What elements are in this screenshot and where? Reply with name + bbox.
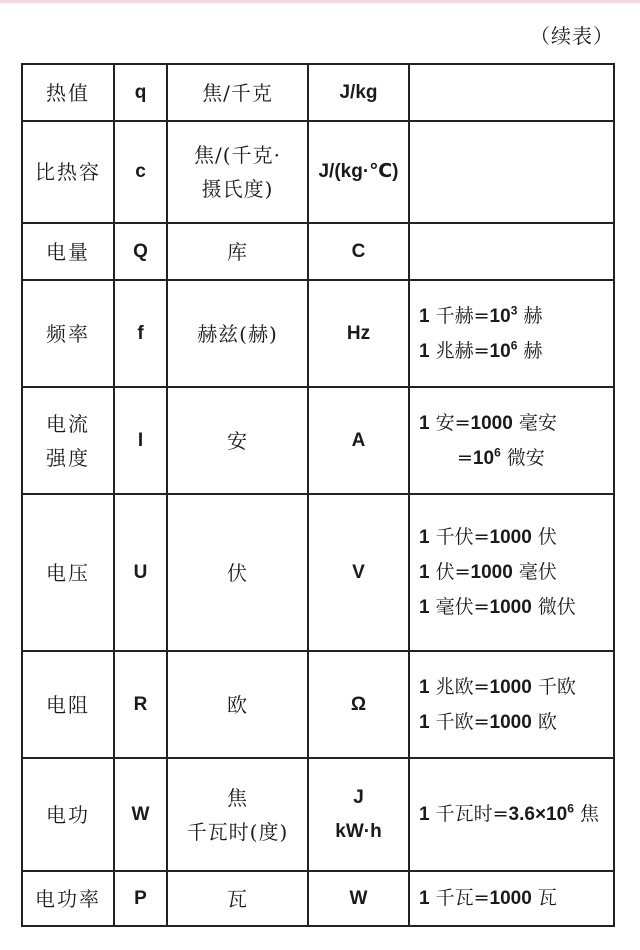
conversion-number: 10 [489,340,511,362]
conversion-prefix: 1 [419,676,430,698]
quantity-name [22,387,114,494]
unit-chinese-name [167,494,308,651]
conversion-number: 1000 [489,888,532,909]
unit-symbol [308,223,409,280]
conversion-prefix: 1 [419,888,430,909]
conversion-number: 1000 [489,527,532,548]
unit-chinese-name-line: 焦 [227,785,248,810]
table-row [22,494,614,651]
conversion-number: 1000 [489,711,532,733]
unit-chinese-name [167,387,308,494]
conversion-prefix: 1 [419,305,430,327]
unit-symbol-line: J/(kg·℃) [318,161,399,182]
conversion-prefix: 1 [419,527,430,548]
unit-chinese-name [167,651,308,758]
conversion-exponent: 3 [510,303,518,318]
conversion-text: 千瓦时= [435,803,509,825]
conversion-number: 1000 [489,676,532,698]
conversion-unit: 瓦 [537,887,557,909]
conversion-prefix: 1 [419,597,430,618]
conversion-notes [409,758,614,871]
conversion-line [419,406,613,441]
conversion-text: 毫伏= [435,596,490,618]
unit-chinese-name-line: 欧 [227,692,248,717]
conversion-prefix: 1 [419,412,430,434]
quantity-symbol: W [114,758,167,871]
table-row [22,64,614,121]
unit-symbol [308,871,409,926]
table-row [22,651,614,758]
conversion-number: 1000 [470,412,513,434]
conversion-number: 3.6×10 [508,804,568,825]
quantity-symbol: q [114,64,167,121]
quantity-symbol: R [114,651,167,758]
conversion-notes [409,651,614,758]
conversion-notes [409,871,614,926]
conversion-unit: 微安 [506,446,545,469]
quantity-name-line: 频率 [46,321,90,346]
quantity-name-line: 比热容 [35,160,101,184]
quantity-name [22,223,114,280]
conversion-text: 千欧= [435,710,490,733]
conversion-line [419,520,613,555]
conversion-line [419,441,613,476]
unit-symbol [308,280,409,387]
conversion-text: 伏= [435,561,471,583]
unit-chinese-name [167,121,308,223]
conversion-unit: 欧 [537,710,557,733]
unit-chinese-name-line: 赫兹(赫) [197,321,278,346]
conversion-unit: 微伏 [537,596,576,618]
quantity-name-line: 电量 [46,239,90,264]
quantity-symbol: P [114,871,167,926]
quantity-name-line: 电功 [46,802,90,827]
conversion-unit: 伏 [537,526,557,548]
unit-symbol-line: W [349,887,368,909]
unit-symbol-line: Hz [346,322,371,344]
quantity-name [22,651,114,758]
conversion-text: 千赫= [435,304,490,327]
continued-label: （续表） [530,24,614,48]
conversion-exponent: 6 [494,445,501,460]
unit-symbol-line: Ω [350,693,367,715]
conversion-notes [409,64,614,121]
unit-chinese-name-line: 焦/(千克· [194,143,281,167]
conversion-unit: 千欧 [537,675,576,698]
unit-chinese-name-line: 焦/千克 [202,80,273,105]
conversion-text: 兆赫= [435,339,490,362]
unit-symbol-line: J/kg [339,81,378,103]
unit-chinese-name-line: 伏 [227,560,248,585]
units-table-body [22,64,614,926]
unit-chinese-name [167,871,308,926]
conversion-notes [409,223,614,280]
unit-chinese-name-line: 安 [227,428,248,453]
unit-chinese-name [167,64,308,121]
quantity-symbol: U [114,494,167,651]
unit-symbol-line: V [352,561,365,583]
conversion-unit: 毫伏 [518,561,557,583]
conversion-text: 千瓦= [435,887,490,909]
conversion-exponent: 6 [510,338,518,353]
quantity-name-line: 电流 [46,411,90,436]
units-table [21,63,615,927]
quantity-symbol: I [114,387,167,494]
unit-symbol [308,494,409,651]
unit-chinese-name-line: 千瓦时(度) [186,819,289,844]
conversion-line [419,881,613,916]
conversion-prefix: 1 [419,804,430,825]
quantity-name-line: 强度 [46,445,90,470]
unit-symbol-line: kW·h [335,820,382,842]
unit-symbol [308,758,409,871]
conversion-notes [409,121,614,223]
conversion-line [419,590,613,625]
table-row [22,387,614,494]
conversion-exponent: 6 [567,801,574,816]
quantity-name [22,280,114,387]
quantity-symbol: c [114,121,167,223]
quantity-name [22,494,114,651]
conversion-unit: 赫 [523,339,543,362]
quantity-name-line: 热值 [46,80,90,105]
table-row [22,871,614,926]
unit-chinese-name [167,223,308,280]
quantity-name-line: 电压 [46,560,90,585]
unit-chinese-name [167,758,308,871]
conversion-line [419,555,613,590]
conversion-notes [409,280,614,387]
conversion-number: 1000 [489,597,532,618]
quantity-name [22,758,114,871]
conversion-prefix: 1 [419,711,430,733]
unit-symbol-line: C [351,240,366,262]
unit-symbol [308,387,409,494]
conversion-unit: 赫 [523,304,543,327]
table-row [22,758,614,871]
conversion-notes [409,387,614,494]
table-row [22,280,614,387]
conversion-prefix: 1 [419,340,430,362]
unit-chinese-name-line: 库 [227,239,248,264]
conversion-notes [409,494,614,651]
unit-symbol-line: A [351,429,366,451]
conversion-number: 10 [489,305,511,327]
conversion-line [419,670,613,705]
unit-symbol [308,651,409,758]
quantity-name-line: 电功率 [35,886,101,911]
conversion-number: 10 [472,447,495,469]
unit-chinese-name [167,280,308,387]
quantity-name [22,121,114,223]
conversion-line [419,705,613,740]
conversion-text: = [457,446,473,469]
quantity-name [22,871,114,926]
unit-chinese-name-line: 摄氏度) [201,177,274,201]
conversion-line [419,299,613,334]
table-row [22,121,614,223]
quantity-symbol: f [114,280,167,387]
conversion-text: 兆欧= [435,675,490,698]
unit-chinese-name-line: 瓦 [227,886,248,911]
quantity-name [22,64,114,121]
unit-symbol [308,64,409,121]
conversion-line [419,334,613,369]
conversion-text: 安= [435,411,471,434]
conversion-unit: 毫安 [518,411,557,434]
conversion-unit: 焦 [579,803,599,825]
conversion-number: 1000 [470,562,513,583]
table-row [22,223,614,280]
unit-symbol [308,121,409,223]
conversion-prefix: 1 [419,562,430,583]
quantity-symbol: Q [114,223,167,280]
conversion-text: 千伏= [435,526,490,548]
top-decorative-line [0,0,640,3]
conversion-line [419,797,613,832]
quantity-name-line: 电阻 [46,692,90,717]
unit-symbol-line: J [353,786,364,808]
